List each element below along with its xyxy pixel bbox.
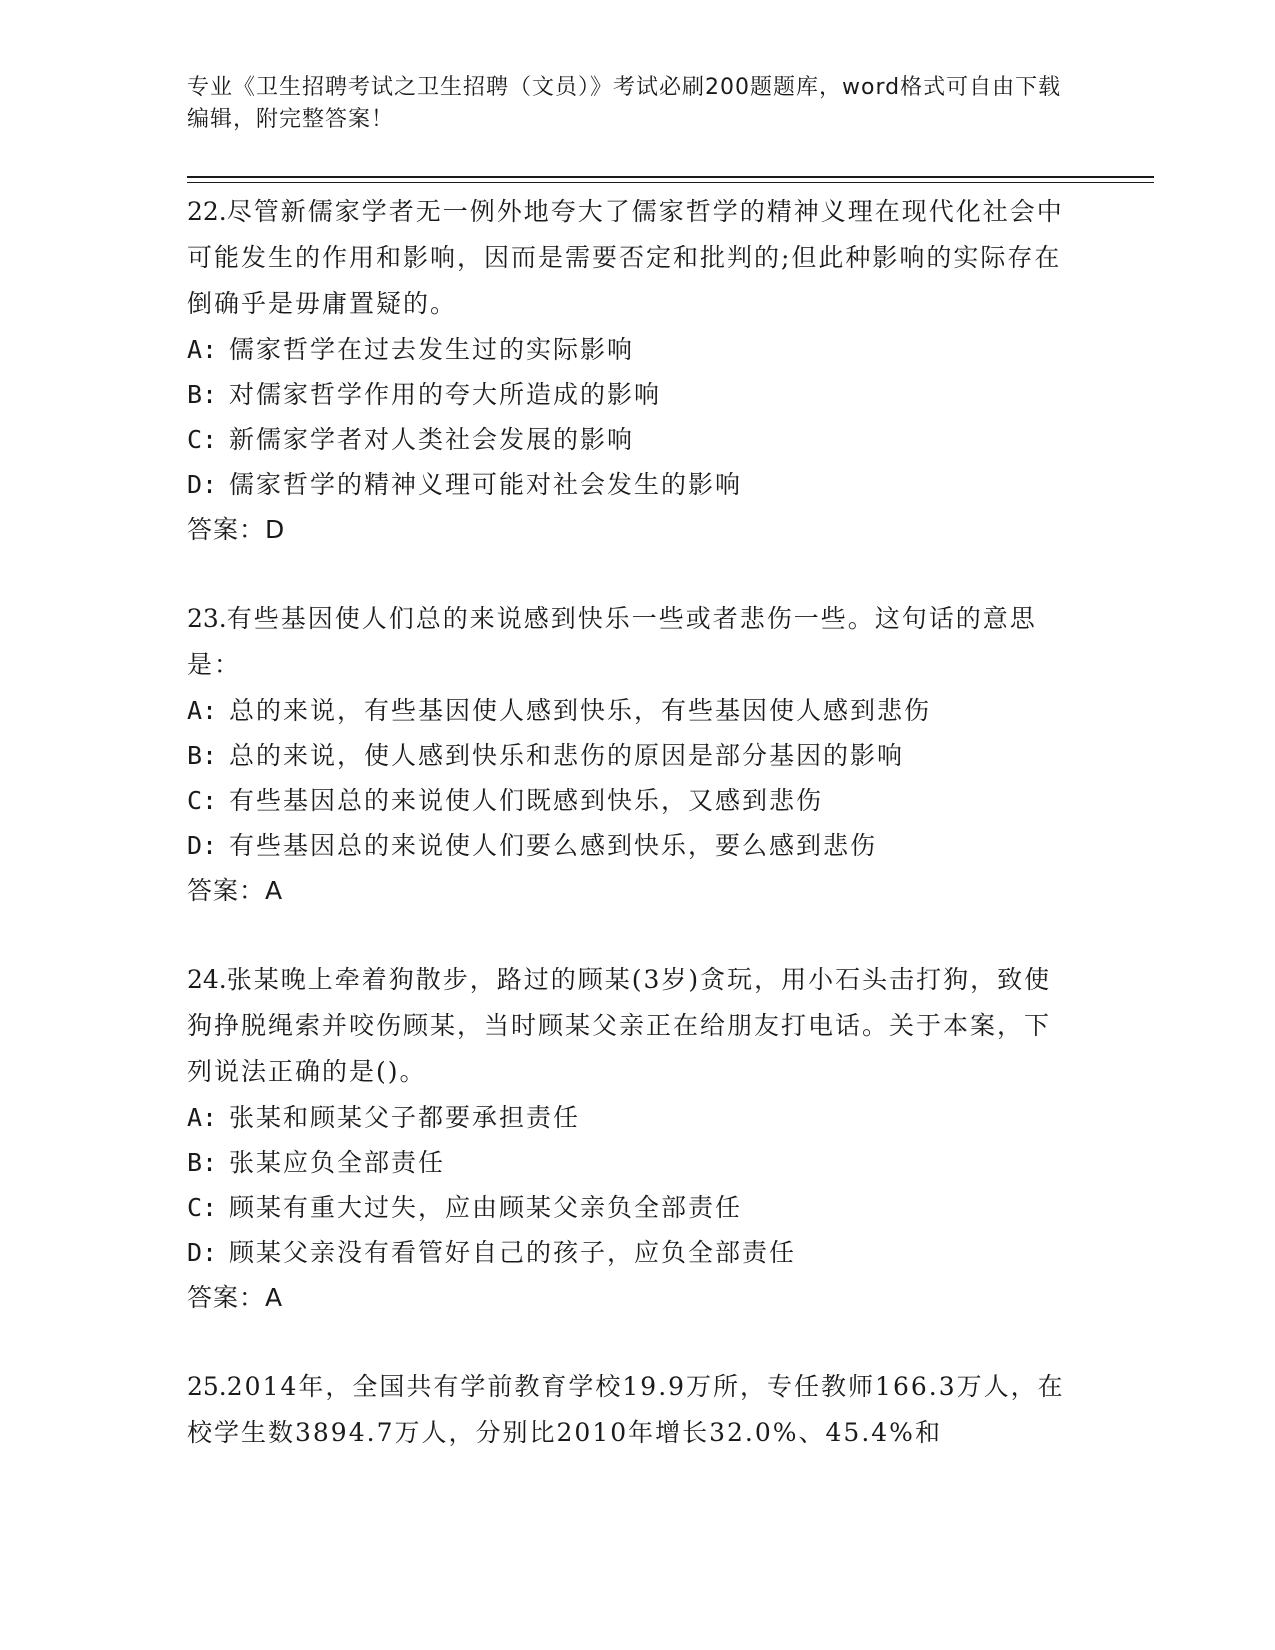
option-d [187, 1230, 1077, 1275]
option-key: D: [187, 470, 218, 499]
question-text: 尽管新儒家学者无一例外地夸大了儒家哲学的精神义理在现代化社会中可能发生的作用和影响，因而是需要否定和批判的;但此种影响的实际存在倒确乎是毋庸置疑的。 [187, 197, 1064, 318]
answer-line: 答案：D [187, 515, 286, 544]
question-list [187, 189, 1077, 1500]
option-c [187, 778, 1077, 823]
question-stem [187, 189, 1077, 327]
option-key: A: [187, 696, 218, 725]
option-text: 张某和顾某父子都要承担责任 [229, 1103, 581, 1132]
question-24 [187, 957, 1077, 1320]
option-a [187, 1095, 1077, 1140]
option-key: D: [187, 1238, 218, 1267]
answer-line: 答案：A [187, 876, 284, 905]
option-text: 儒家哲学的精神义理可能对社会发生的影响 [229, 470, 743, 499]
option-key: B: [187, 741, 218, 770]
option-d [187, 462, 1077, 507]
option-key: B: [187, 380, 218, 409]
question-text: 2014年，全国共有学前教育学校19.9万所，专任教师166.3万人，在校学生数3894.7万人，分别比2010年增长32.0%、45.4%和 [187, 1372, 1065, 1447]
option-key: A: [187, 335, 218, 364]
option-text: 总的来说，使人感到快乐和悲伤的原因是部分基因的影响 [229, 741, 905, 770]
option-a [187, 327, 1077, 372]
option-text: 有些基因总的来说使人们要么感到快乐，要么感到悲伤 [229, 831, 878, 860]
option-key: C: [187, 1193, 218, 1222]
question-25 [187, 1364, 1077, 1456]
question-22 [187, 189, 1077, 552]
question-text: 张某晚上牵着狗散步，路过的顾某(3岁)贪玩，用小石头击打狗，致使狗挣脱绳索并咬伤顾某，当时顾某父亲正在给朋友打电话。关于本案，下列说法正确的是()。 [187, 965, 1052, 1086]
option-key: D: [187, 831, 218, 860]
option-text: 顾某父亲没有看管好自己的孩子，应负全部责任 [229, 1238, 797, 1267]
option-text: 有些基因总的来说使人们既感到快乐，又感到悲伤 [229, 786, 824, 815]
option-key: C: [187, 786, 218, 815]
document-header: 专业《卫生招聘考试之卫生招聘（文员）》考试必刷200题题库，word格式可自由下载编辑，附完整答案！ [187, 75, 1062, 132]
option-a [187, 688, 1077, 733]
option-text: 顾某有重大过失，应由顾某父亲负全部责任 [229, 1193, 743, 1222]
question-stem [187, 957, 1077, 1095]
question-number: 25. [187, 1372, 227, 1401]
question-stem [187, 1364, 1077, 1456]
option-key: A: [187, 1103, 218, 1132]
question-23 [187, 596, 1077, 913]
option-b [187, 733, 1077, 778]
option-key: B: [187, 1148, 218, 1177]
option-key: C: [187, 425, 218, 454]
option-d [187, 823, 1077, 868]
option-c [187, 1185, 1077, 1230]
option-text: 儒家哲学在过去发生过的实际影响 [229, 335, 635, 364]
answer-line: 答案：A [187, 1283, 284, 1312]
question-text: 有些基因使人们总的来说感到快乐一些或者悲伤一些。这句话的意思是： [187, 604, 1037, 679]
question-number: 23. [187, 604, 227, 633]
option-b [187, 372, 1077, 417]
question-number: 24. [187, 965, 227, 994]
option-text: 总的来说，有些基因使人感到快乐，有些基因使人感到悲伤 [229, 696, 932, 725]
option-text: 新儒家学者对人类社会发展的影响 [229, 425, 635, 454]
header-divider-thin [187, 182, 1154, 183]
header-divider [187, 176, 1154, 178]
question-stem [187, 596, 1077, 688]
option-text: 对儒家哲学作用的夸大所造成的影响 [229, 380, 662, 409]
question-number: 22. [187, 197, 227, 226]
option-b [187, 1140, 1077, 1185]
option-c [187, 417, 1077, 462]
option-text: 张某应负全部责任 [229, 1148, 446, 1177]
